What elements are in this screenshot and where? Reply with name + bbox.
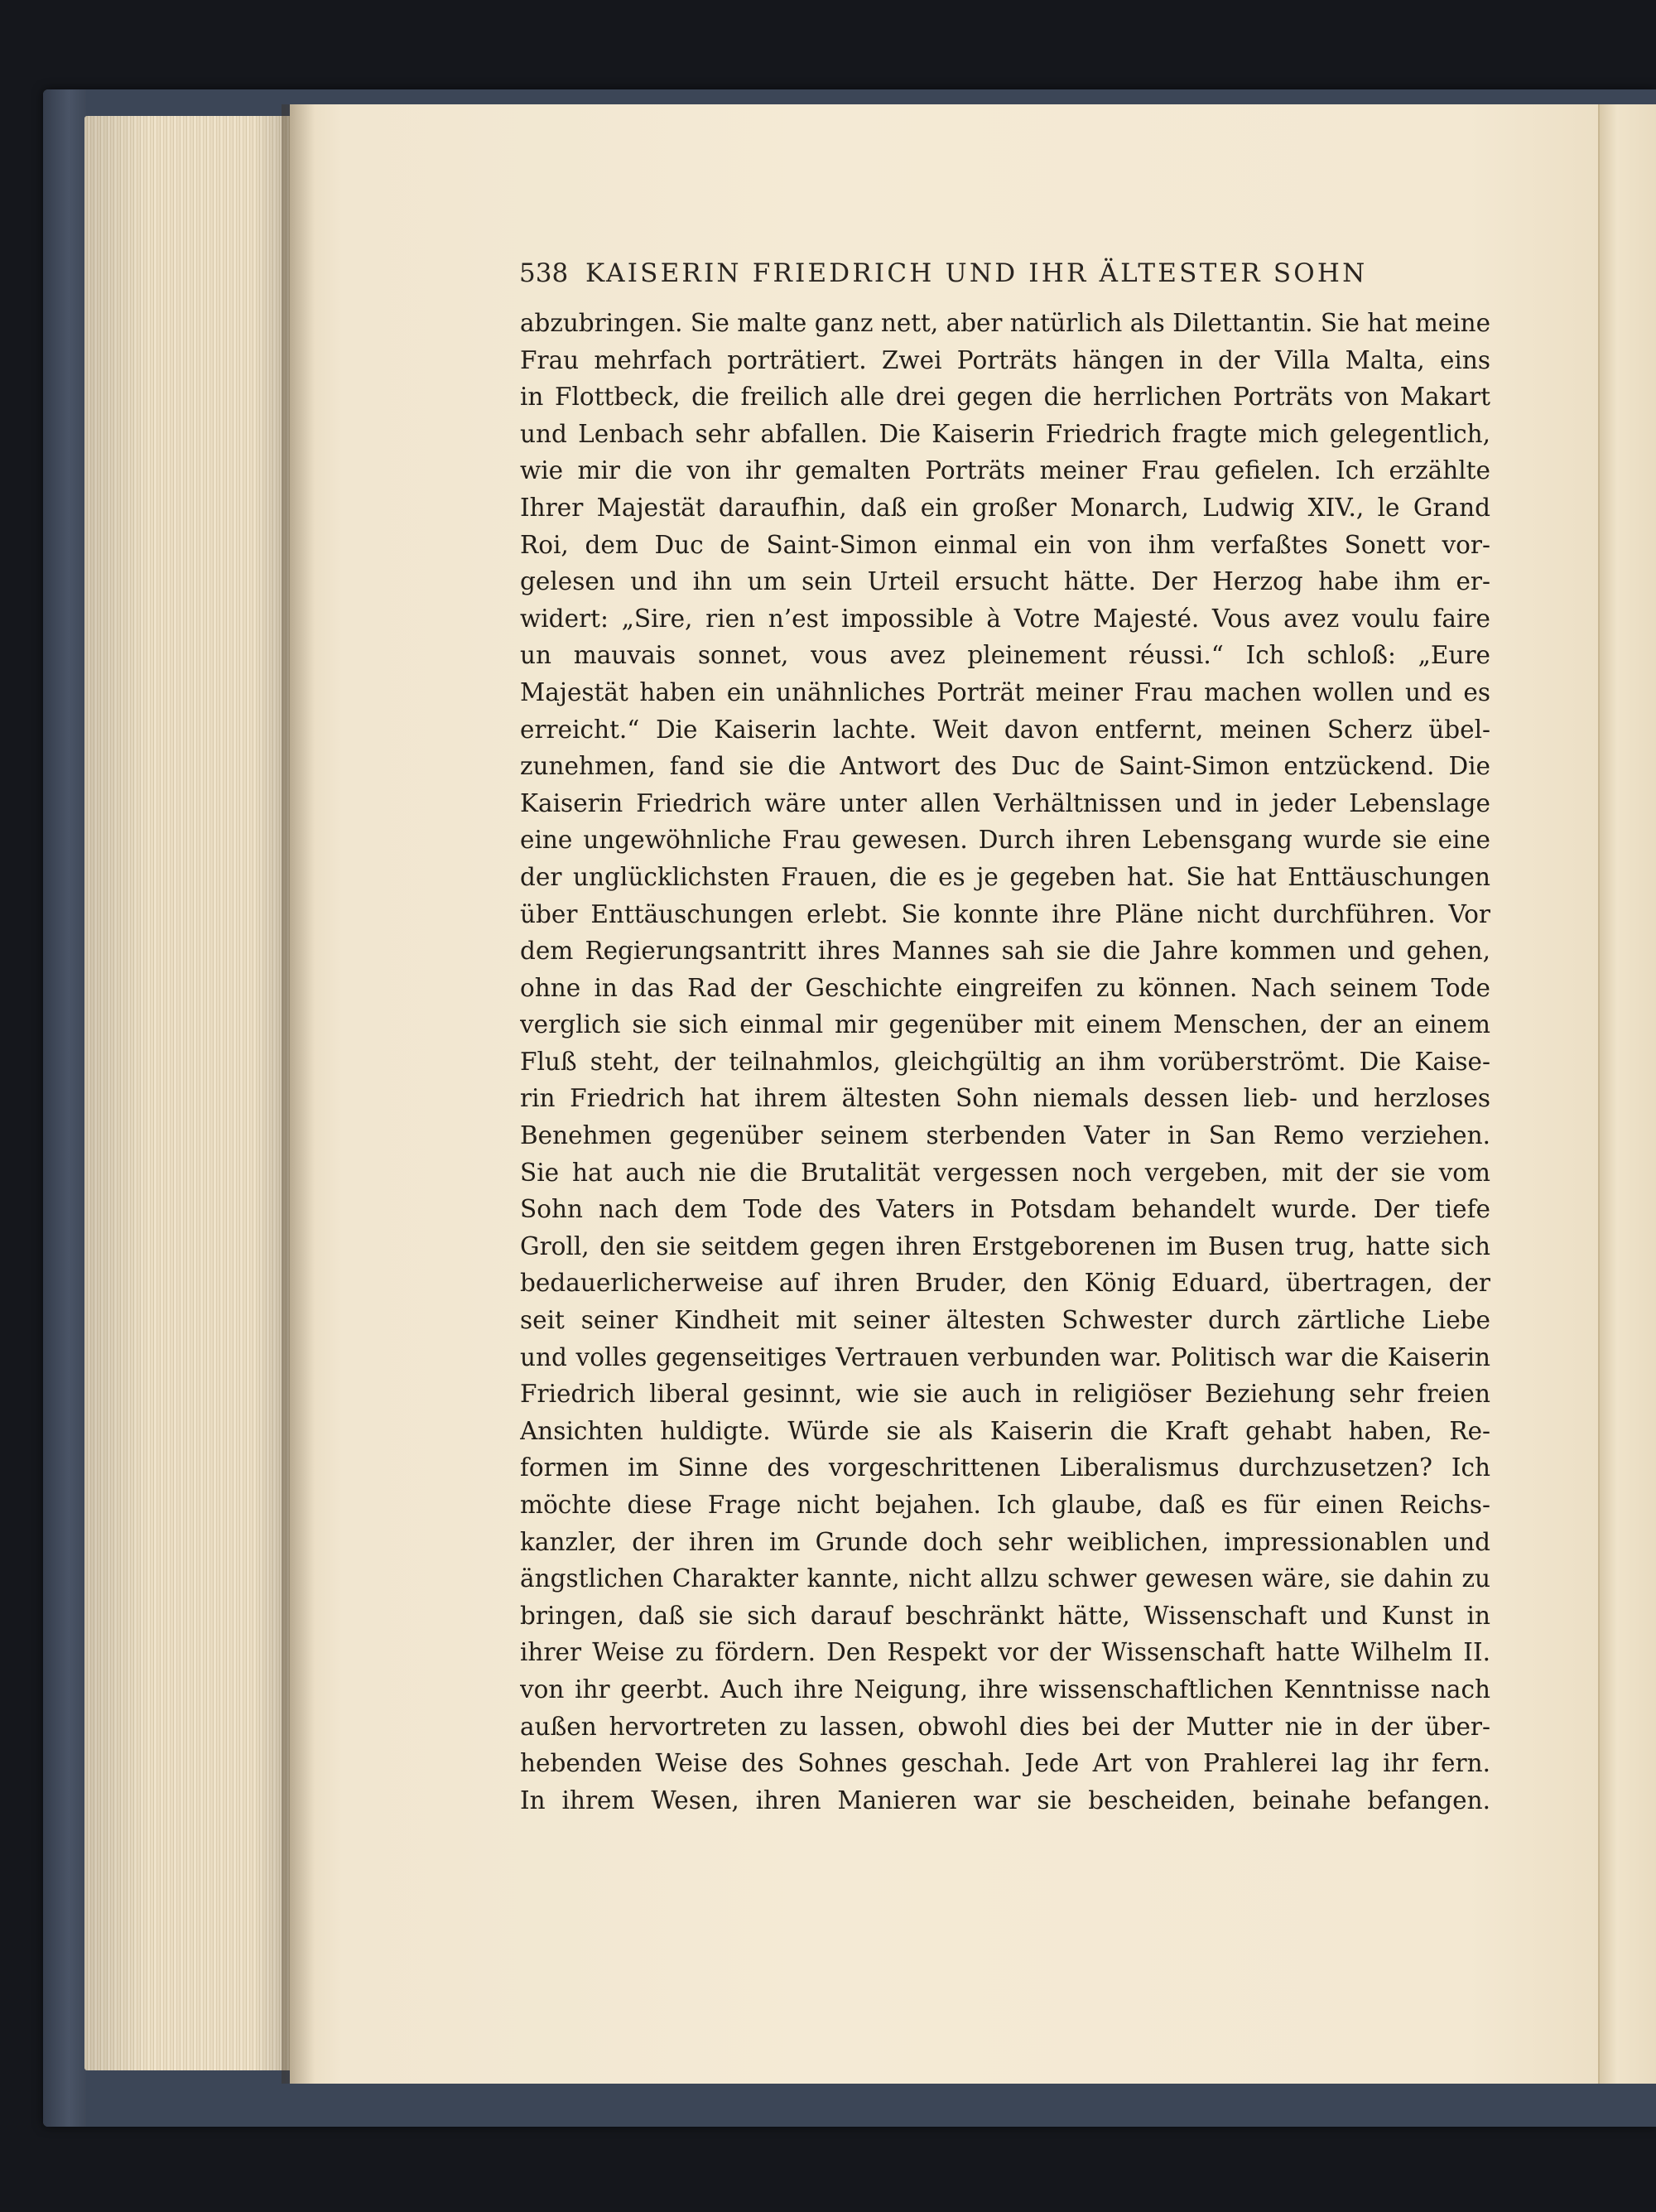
text-line: und volles gegenseitiges Vertrauen verbunden war. Politisch war die Kaiserin: [520, 1342, 1490, 1371]
text-line: Roi, dem Duc de Saint-Simon einmal ein von ihm verfaßtes Sonett vor-: [520, 530, 1490, 559]
text-line: ohne in das Rad der Geschichte eingreifen zu können. Nach seinem Tode: [520, 973, 1490, 1002]
text-line: Ihrer Majestät daraufhin, daß ein großer Monarch, Ludwig XIV., le Grand: [520, 493, 1490, 522]
text-line: zunehmen, fand sie die Antwort des Duc de Saint-Simon entzückend. Die: [520, 752, 1490, 781]
text-line: außen hervortreten zu lassen, obwohl dies bei der Mutter nie in der über-: [520, 1712, 1490, 1741]
text-line: Sohn nach dem Tode des Vaters in Potsdam behandelt wurde. Der tiefe: [520, 1195, 1490, 1224]
text-line: Sie hat auch nie die Brutalität vergessen noch vergeben, mit der sie vom: [520, 1158, 1490, 1187]
text-line: eine ungewöhnliche Frau gewesen. Durch ihren Lebensgang wurde sie eine: [520, 826, 1490, 855]
book-spine: [43, 89, 86, 2127]
text-line: Frau mehrfach porträtiert. Zwei Porträts hängen in der Villa Malta, eins: [520, 345, 1490, 374]
page-stack-shade: [84, 116, 296, 2070]
body-text: [520, 305, 1490, 1819]
text-line: rin Friedrich hat ihrem ältesten Sohn niemals dessen lieb- und herzloses: [520, 1084, 1490, 1113]
text-line: un mauvais sonnet, vous avez pleinement réussi.“ Ich schloß: „Eure: [520, 641, 1490, 670]
gutter-shadow: [282, 104, 315, 2084]
text-line: gelesen und ihn um sein Urteil ersucht hätte. Der Herzog habe ihm er-: [520, 567, 1490, 596]
text-line: in Flottbeck, die freilich alle drei gegen die herrlichen Porträts von Makart: [520, 383, 1490, 412]
page-number: 538: [519, 258, 569, 288]
running-head: KAISERIN FRIEDRICH UND IHR ÄLTESTER SOHN: [585, 258, 1368, 288]
text-line: von ihr geerbt. Auch ihre Neigung, ihre wissenschaftlichen Kenntnisse nach: [520, 1675, 1490, 1704]
facing-page-edge: [1598, 104, 1656, 2084]
text-line: Ansichten huldigte. Würde sie als Kaiserin die Kraft gehabt haben, Re-: [520, 1416, 1490, 1445]
text-line: abzubringen. Sie malte ganz nett, aber natürlich als Dilettantin. Sie hat meine: [520, 309, 1490, 337]
text-line: Kaiserin Friedrich wäre unter allen Verhältnissen und in jeder Lebenslage: [520, 788, 1490, 817]
text-line: und Lenbach sehr abfallen. Die Kaiserin Friedrich fragte mich gelegentlich,: [520, 419, 1490, 448]
text-line: formen im Sinne des vorgeschrittenen Liberalismus durchzusetzen? Ich: [520, 1453, 1490, 1482]
text-line: bringen, daß sie sich darauf beschränkt hätte, Wissenschaft und Kunst in: [520, 1601, 1490, 1630]
text-line: ängstlichen Charakter kannte, nicht allzu schwer gewesen wäre, sie dahin zu: [520, 1564, 1490, 1593]
text-line: erreicht.“ Die Kaiserin lachte. Weit davon entfernt, meinen Scherz übel-: [520, 715, 1490, 744]
text-line: Benehmen gegenüber seinem sterbenden Vater in San Remo verziehen.: [520, 1121, 1490, 1150]
text-line: hebenden Weise des Sohnes geschah. Jede Art von Prahlerei lag ihr fern.: [520, 1749, 1490, 1778]
text-line: bedauerlicherweise auf ihren Bruder, den König Eduard, übertragen, der: [520, 1269, 1490, 1298]
text-line: verglich sie sich einmal mir gegenüber mit einem Menschen, der an einem: [520, 1010, 1490, 1039]
text-line: möchte diese Frage nicht bejahen. Ich glaube, daß es für einen Reichs-: [520, 1491, 1490, 1519]
text-line: widert: „Sire, rien n’est impossible à Votre Majesté. Vous avez voulu faire: [520, 604, 1490, 633]
text-line: über Enttäuschungen erlebt. Sie konnte ihre Pläne nicht durchführen. Vor: [520, 899, 1490, 928]
text-line: ihrer Weise zu fördern. Den Respekt vor der Wissenschaft hatte Wilhelm II.: [520, 1638, 1490, 1667]
text-line: Groll, den sie seitdem gegen ihren Erstgeborenen im Busen trug, hatte sich: [520, 1231, 1490, 1260]
text-line: Fluß steht, der teilnahmlos, gleichgültig an ihm vorüberströmt. Die Kaise-: [520, 1047, 1490, 1076]
text-line: wie mir die von ihr gemalten Porträts meiner Frau gefielen. Ich erzählte: [520, 456, 1490, 485]
text-line: der unglücklichsten Frauen, die es je gegeben hat. Sie hat Enttäuschungen: [520, 862, 1490, 891]
text-line: Majestät haben ein unähnliches Porträt meiner Frau machen wollen und es: [520, 677, 1490, 706]
text-line: seit seiner Kindheit mit seiner ältesten Schwester durch zärtliche Liebe: [520, 1306, 1490, 1335]
page-header: [519, 258, 1488, 288]
text-line: In ihrem Wesen, ihren Manieren war sie bescheiden, beinahe befangen.: [520, 1786, 1490, 1814]
text-line: Friedrich liberal gesinnt, wie sie auch in religiöser Beziehung sehr freien: [520, 1380, 1490, 1409]
text-line: kanzler, der ihren im Grunde doch sehr weiblichen, impressionablen und: [520, 1527, 1490, 1556]
text-line: dem Regierungsantritt ihres Mannes sah sie die Jahre kommen und gehen,: [520, 937, 1490, 966]
